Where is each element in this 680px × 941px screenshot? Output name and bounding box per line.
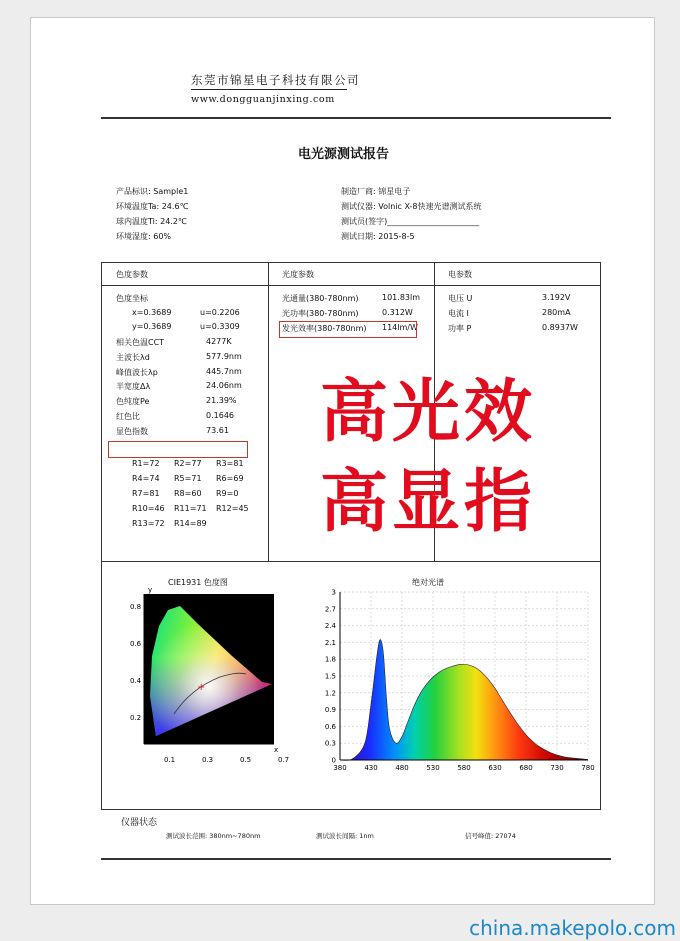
promo-text-efficacy: 高光效	[320, 373, 537, 452]
uv-value: u=0.3309	[200, 322, 240, 331]
cri-highlight-box	[108, 441, 248, 458]
info-value: 60%	[153, 232, 172, 241]
x-tick-label: 630	[488, 764, 502, 772]
cie-y-tick: 0.2	[130, 714, 142, 722]
cri-label: 显色指数	[116, 426, 148, 436]
measured-point: +	[197, 682, 206, 693]
chart-section	[101, 562, 601, 810]
xy-value: x=0.3689	[132, 308, 172, 317]
info-value: Sample1	[153, 187, 189, 196]
r-value: R5=71	[174, 474, 202, 483]
cri-value: 73.61	[206, 425, 229, 435]
param-value: 445.7nm	[206, 366, 242, 376]
x-tick-label: 680	[519, 764, 533, 772]
info-label: 产品标识:	[116, 187, 151, 196]
coord-label: 色度坐标	[116, 294, 148, 303]
color-params-heading: 色度参数	[116, 270, 148, 279]
param-value: 24.06nm	[206, 381, 242, 391]
y-tick-label: 2.1	[324, 638, 336, 647]
info-value: 锦星电子	[378, 187, 411, 196]
company-name: 东莞市锦星电子科技有限公司	[191, 73, 360, 87]
cie-x-tick: 0.5	[240, 756, 252, 764]
cie-x-axis-label: x	[274, 746, 279, 754]
company-underline	[191, 89, 347, 90]
x-tick-label: 530	[426, 764, 440, 772]
y-tick-label: 1.5	[324, 672, 336, 681]
r-value: R9=0	[216, 489, 239, 498]
table-header-divider	[102, 285, 600, 286]
electrical-heading: 电参数	[448, 270, 472, 279]
y-tick-label: 2.4	[324, 622, 336, 631]
param-label: 相关色温CCT	[116, 338, 165, 347]
y-tick-label: 2.7	[324, 605, 336, 614]
param-row	[116, 337, 266, 441]
y-tick-label: 3	[331, 588, 336, 597]
x-tick-label: 380	[333, 764, 347, 772]
r-values	[132, 459, 262, 534]
promo-text-cri: 高显指	[320, 463, 537, 542]
parameter-table	[101, 262, 601, 562]
r-value: R4=74	[132, 474, 160, 483]
r-value: R7=81	[132, 489, 160, 498]
cie-y-tick: 0.8	[130, 603, 142, 611]
r-value: R8=60	[174, 489, 202, 498]
param-label: 峰值波长λp	[116, 367, 158, 377]
info-value: 24.2℃	[160, 217, 187, 226]
uv-value: u=0.2206	[200, 308, 240, 317]
info-row	[341, 231, 482, 246]
param-value: 280mA	[542, 308, 571, 317]
param-value: 0.8937W	[542, 323, 578, 332]
param-label: 功率 P	[448, 324, 472, 333]
r-value: R1=72	[132, 459, 160, 468]
report-page	[30, 17, 655, 905]
info-label: 环境温度Ta:	[116, 202, 160, 211]
footer-divider	[101, 858, 611, 860]
spectrum-title: 绝对光谱	[412, 578, 444, 587]
report-title: 电光源测试报告	[297, 147, 389, 162]
y-tick-label: 0.6	[324, 722, 336, 731]
param-label: 电压 U	[448, 294, 473, 303]
x-tick-label: 430	[364, 764, 378, 772]
status-item: 测试波长间隔: 1nm	[316, 832, 374, 840]
x-tick-label: 580	[457, 764, 471, 772]
info-label: 测试日期:	[341, 232, 376, 241]
info-value: 2015-8-5	[378, 232, 415, 241]
cie-y-axis-label: y	[148, 586, 153, 594]
info-label: 测试仪器:	[341, 202, 376, 211]
param-label: 光通量(380-780nm)	[282, 294, 359, 303]
param-value: 101.83lm	[382, 293, 421, 302]
info-label: 测试员(签字)	[341, 217, 388, 226]
efficacy-label: 发光效率(380-780nm)	[282, 324, 367, 333]
info-label: 制造厂商:	[341, 187, 376, 196]
watermark: china.makepolo.com	[469, 916, 676, 940]
info-row	[341, 216, 482, 231]
info-row	[116, 186, 189, 201]
param-value: 3.192V	[542, 293, 571, 302]
status-item: 测试波长范围: 380nm~780nm	[166, 832, 261, 840]
param-label: 红色比	[116, 411, 140, 421]
x-tick-label: 780	[581, 764, 595, 772]
param-label: 主波长λd	[116, 352, 150, 362]
param-value: 4277K	[206, 337, 232, 346]
info-row	[341, 186, 482, 201]
param-value: 21.39%	[206, 396, 237, 406]
y-tick-label: 0.9	[324, 706, 336, 715]
photometric-heading: 光度参数	[282, 270, 314, 279]
cie-diagram	[102, 586, 302, 776]
param-value: 0.1646	[206, 410, 234, 420]
info-value: Volnic X-8快速光谱测试系统	[378, 202, 482, 211]
info-row	[116, 216, 189, 231]
company-url: www.dongguanjinxing.com	[191, 94, 335, 105]
spectrum-chart	[312, 586, 602, 786]
param-value: 0.312W	[382, 308, 413, 317]
info-value: _______________________	[387, 217, 480, 226]
y-tick-label: 0.3	[324, 739, 336, 748]
param-label: 电流 I	[448, 309, 469, 318]
info-row	[116, 231, 189, 246]
info-label: 球内温度Ti:	[116, 217, 158, 226]
cie-title: CIE1931 色度图	[168, 578, 228, 587]
cie-x-tick: 0.7	[278, 756, 290, 764]
header-divider	[101, 117, 611, 119]
info-left	[116, 186, 189, 246]
x-tick-label: 730	[550, 764, 564, 772]
param-label: 光功率(380-780nm)	[282, 309, 359, 318]
electrical-rows	[448, 293, 598, 338]
r-value: R3=81	[216, 459, 244, 468]
status-item: 信号峰值: 27074	[465, 832, 516, 840]
info-value: 24.6℃	[161, 202, 189, 211]
r-value: R12=45	[216, 504, 249, 513]
r-value: R2=77	[174, 459, 202, 468]
info-right	[341, 186, 482, 246]
x-tick-label: 480	[395, 764, 409, 772]
xy-value: y=0.3689	[132, 322, 172, 331]
r-value: R6=69	[216, 474, 244, 483]
status-heading: 仪器状态	[121, 818, 158, 828]
info-row	[341, 201, 482, 216]
cie-y-tick: 0.6	[130, 640, 142, 648]
y-tick-label: 1.2	[324, 689, 336, 698]
efficacy-highlight-box	[279, 321, 417, 338]
cie-x-tick: 0.1	[164, 756, 176, 764]
param-value: 577.9nm	[206, 351, 242, 361]
info-label: 环境湿度:	[116, 232, 151, 241]
efficacy-value: 114lm/W	[382, 323, 418, 332]
cie-y-tick: 0.4	[130, 677, 142, 685]
r-value: R11=71	[174, 504, 207, 513]
y-tick-label: 0	[331, 756, 336, 765]
column-divider	[268, 263, 269, 561]
r-value: R14=89	[174, 519, 207, 528]
param-label: 半宽度Δλ	[116, 382, 151, 392]
info-row	[116, 201, 189, 216]
cie-x-tick: 0.3	[202, 756, 214, 764]
r-value: R13=72	[132, 519, 165, 528]
y-tick-label: 1.8	[324, 655, 336, 664]
r-value: R10=46	[132, 504, 165, 513]
param-label: 色纯度Pe	[116, 397, 150, 407]
